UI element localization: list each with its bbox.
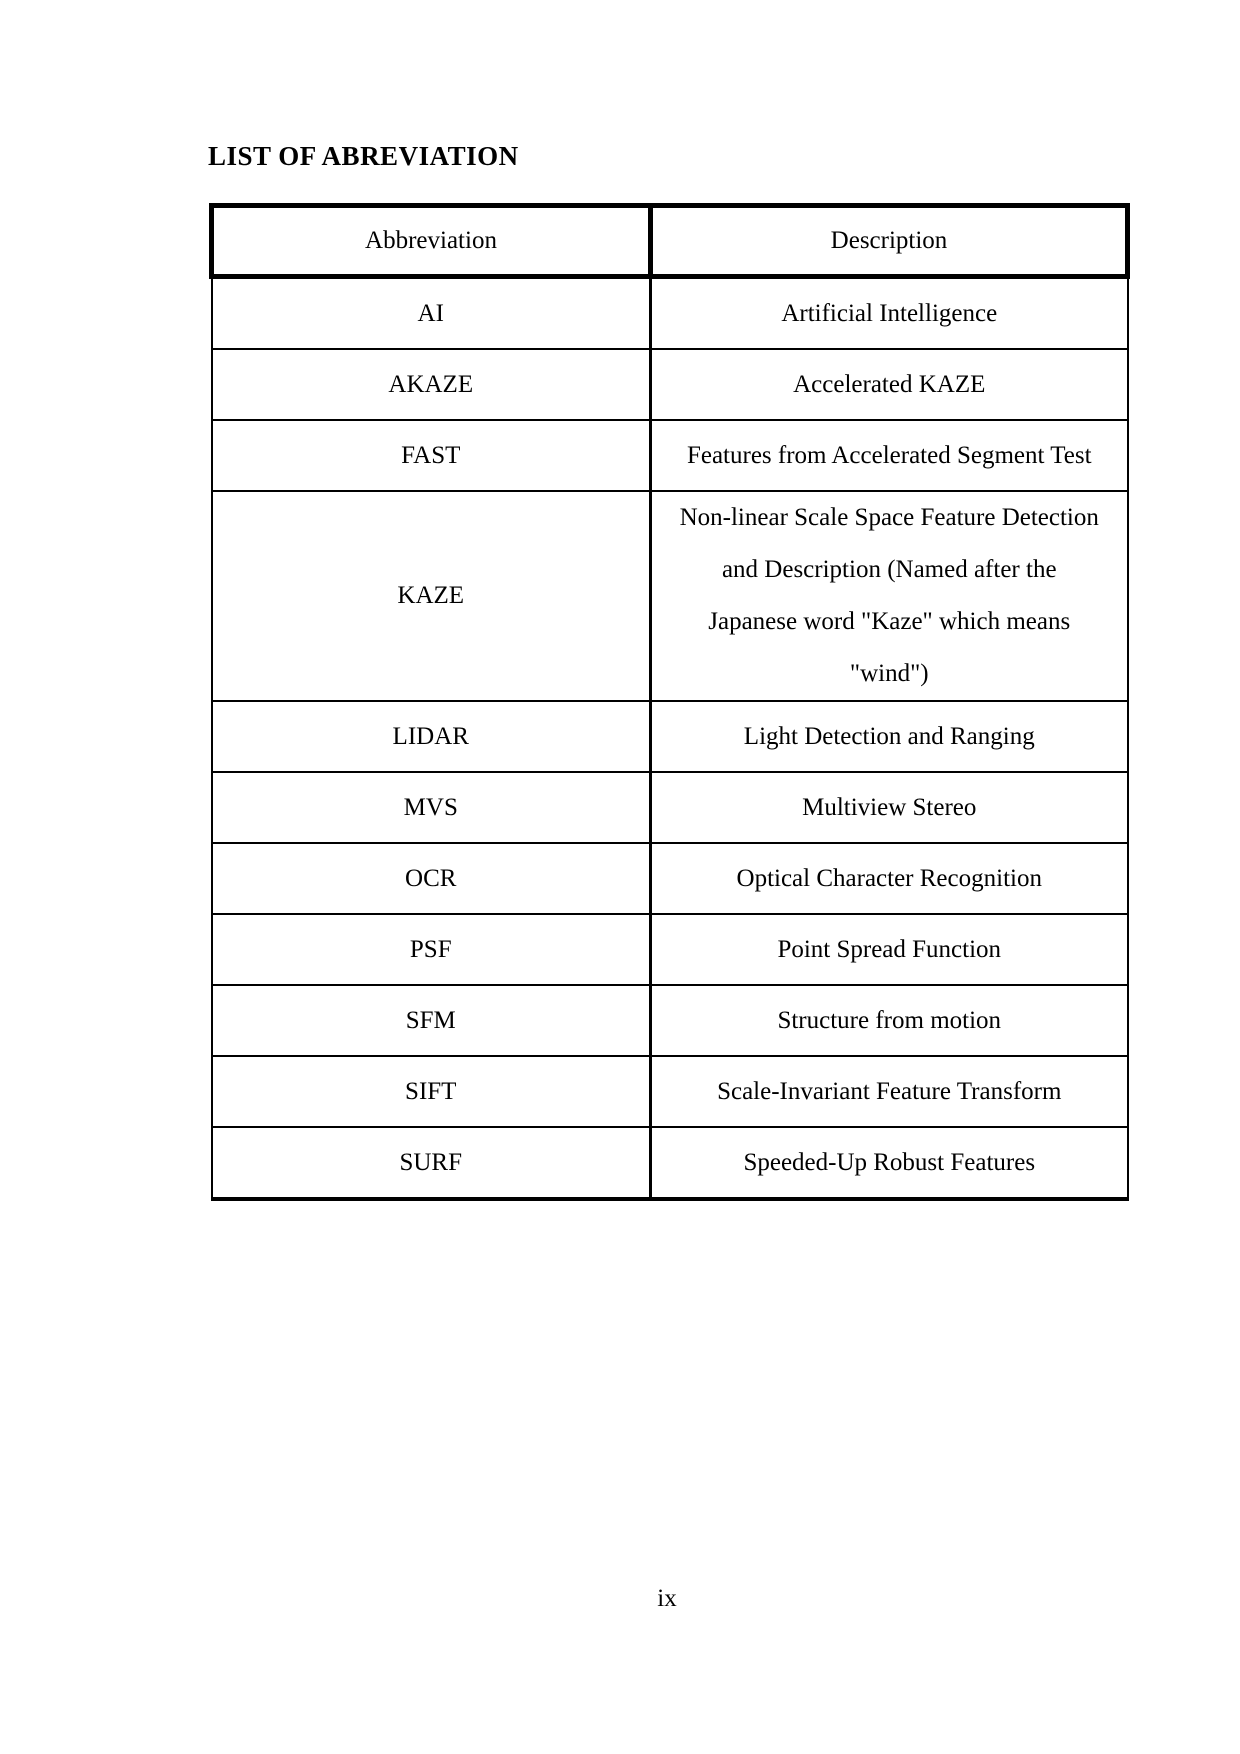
table-row <box>212 277 1128 350</box>
abbreviation-table-body <box>212 277 1128 1200</box>
description-cell: Optical Character Recognition <box>651 843 1128 914</box>
abbreviation-cell: AI <box>212 277 651 350</box>
description-cell: Artificial Intelligence <box>651 277 1128 350</box>
abbreviation-cell: PSF <box>212 914 651 985</box>
page-number: ix <box>657 1585 677 1612</box>
table-row <box>212 772 1128 843</box>
table-row <box>212 491 1128 701</box>
abbreviation-cell: FAST <box>212 420 651 491</box>
table-row <box>212 1127 1128 1199</box>
table-row <box>212 985 1128 1056</box>
abbreviation-table <box>209 203 1130 1201</box>
abbreviation-cell: KAZE <box>212 491 651 701</box>
abbreviation-cell: SFM <box>212 985 651 1056</box>
table-header-row <box>212 206 1128 277</box>
page-title: LIST OF ABREVIATION <box>208 141 519 171</box>
table-row <box>212 1056 1128 1127</box>
abbreviation-cell: OCR <box>212 843 651 914</box>
table-row <box>212 420 1128 491</box>
description-cell: Point Spread Function <box>651 914 1128 985</box>
abbreviation-cell: SIFT <box>212 1056 651 1127</box>
table-row <box>212 349 1128 420</box>
description-cell: Multiview Stereo <box>651 772 1128 843</box>
description-cell: Speeded-Up Robust Features <box>651 1127 1128 1199</box>
abbreviation-cell: MVS <box>212 772 651 843</box>
abbreviation-cell: LIDAR <box>212 701 651 772</box>
description-cell: Light Detection and Ranging <box>651 701 1128 772</box>
description-cell: Structure from motion <box>651 985 1128 1056</box>
column-header-description: Description <box>651 206 1128 277</box>
table-row <box>212 701 1128 772</box>
description-cell: Scale-Invariant Feature Transform <box>651 1056 1128 1127</box>
table-row <box>212 843 1128 914</box>
abbreviation-cell: AKAZE <box>212 349 651 420</box>
description-cell: Accelerated KAZE <box>651 349 1128 420</box>
abbreviation-cell: SURF <box>212 1127 651 1199</box>
description-cell: Non-linear Scale Space Feature Detection and Description (Named after the Japanese word "Kaze" which means "wind") <box>651 491 1128 701</box>
column-header-abbreviation: Abbreviation <box>212 206 651 277</box>
table-row <box>212 914 1128 985</box>
description-cell: Features from Accelerated Segment Test <box>651 420 1128 491</box>
